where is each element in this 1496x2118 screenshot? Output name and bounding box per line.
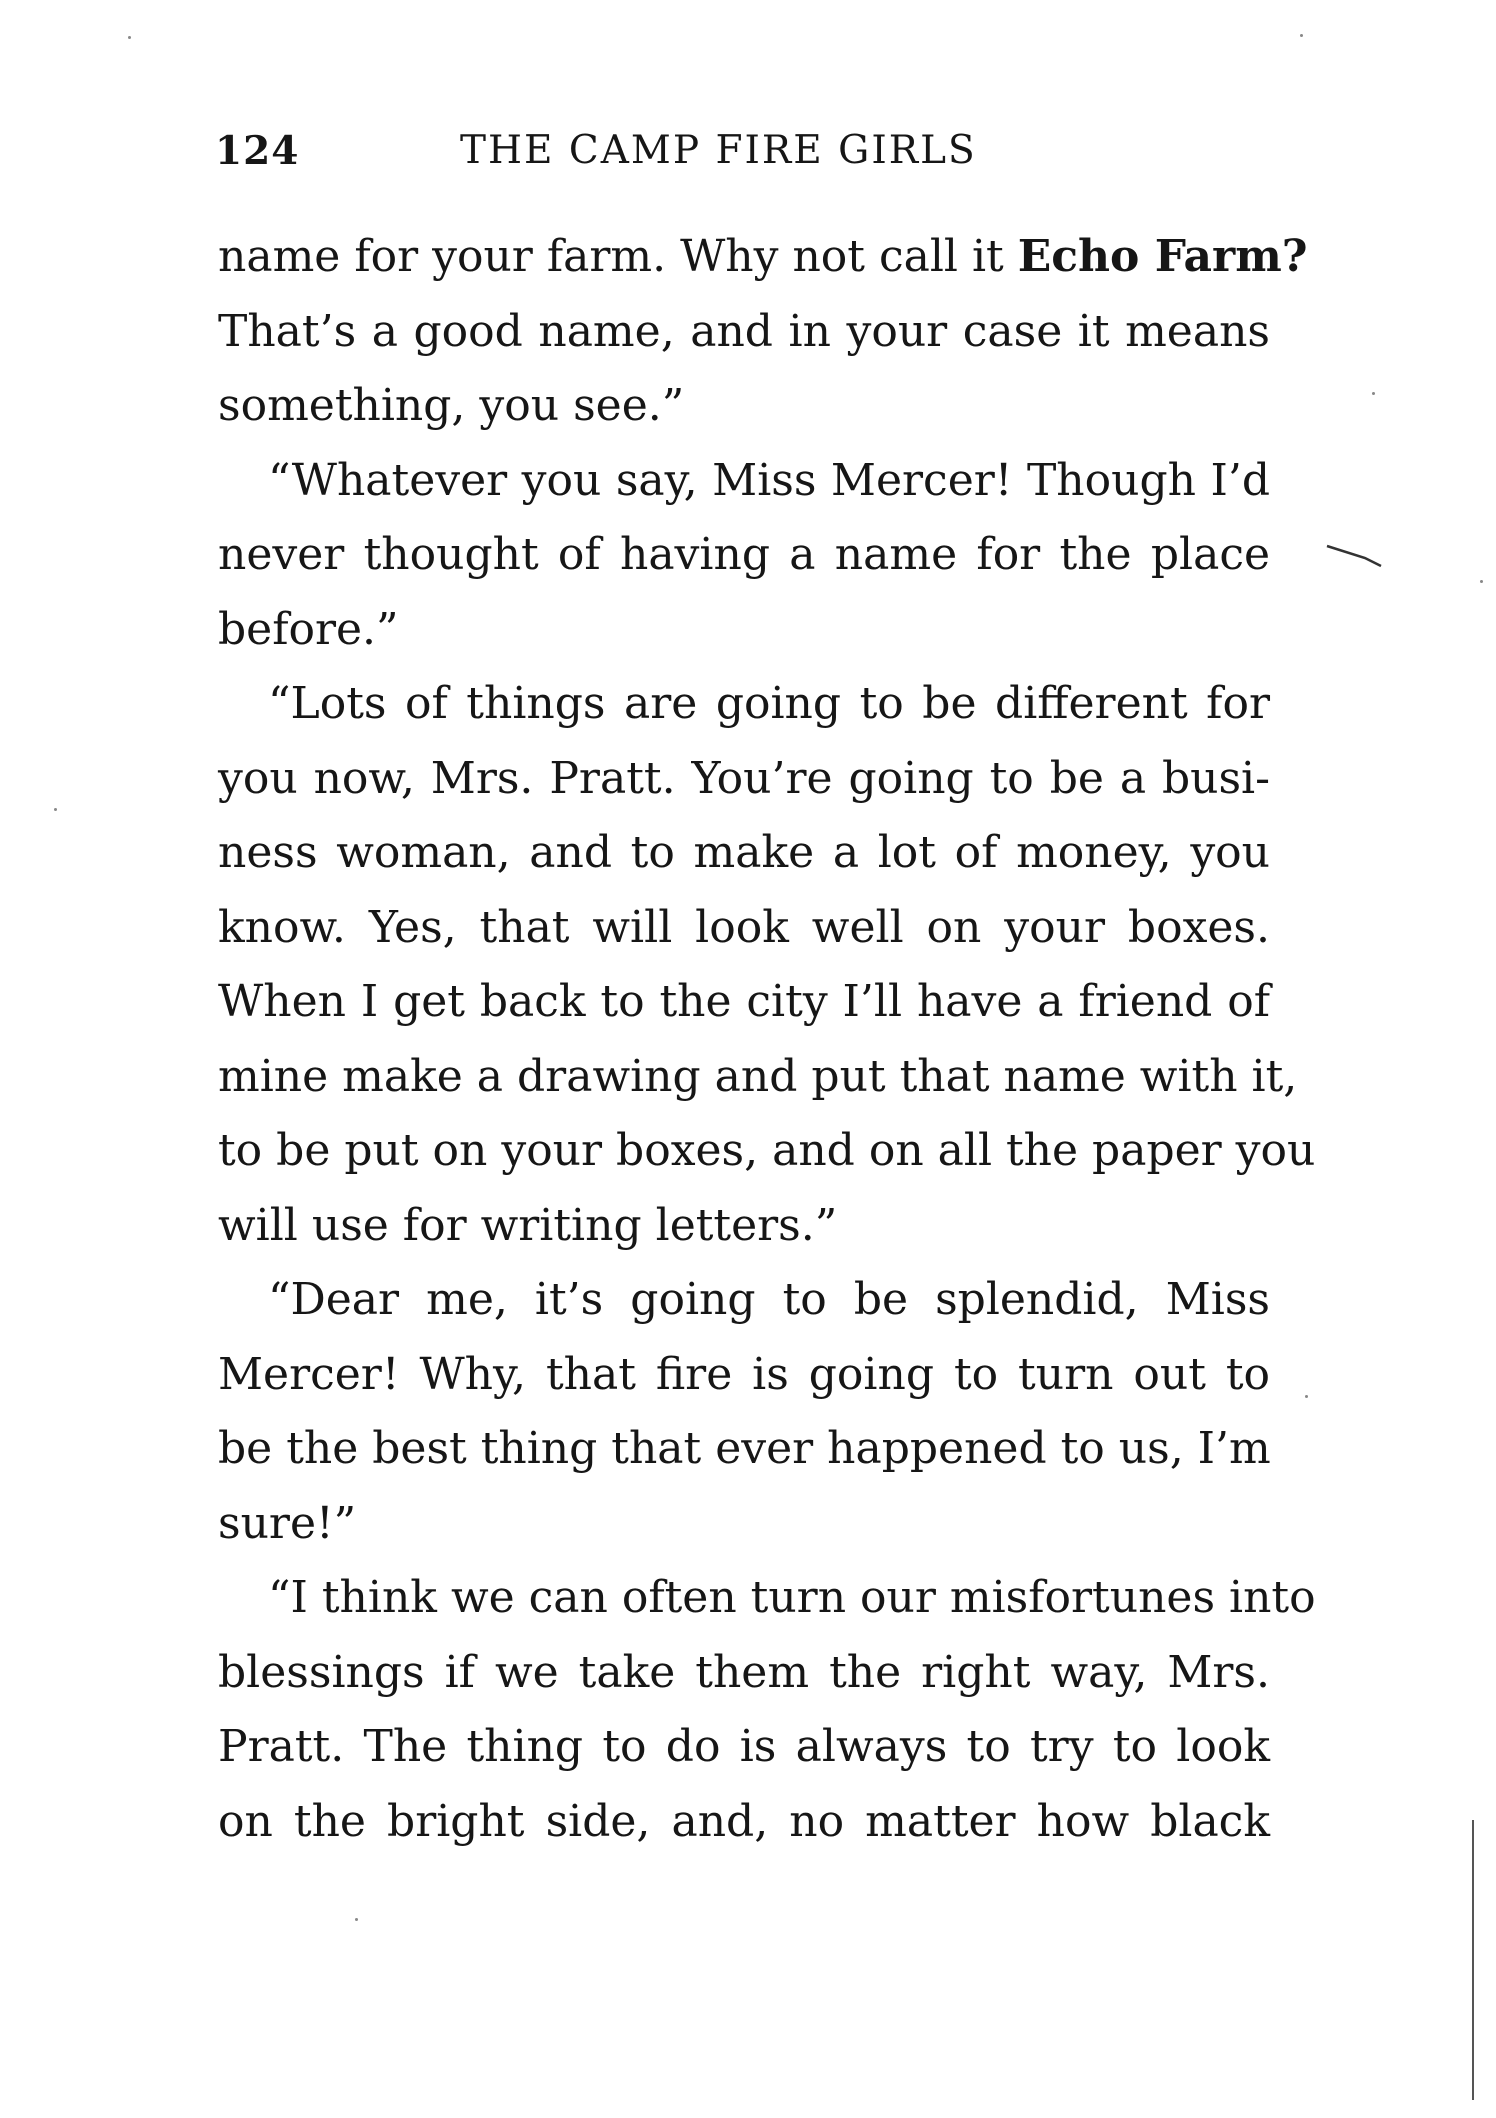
- text-line: “I think we can often turn our misfortunes into: [268, 1572, 1316, 1623]
- text-line: something, you see.”: [218, 380, 685, 431]
- text-line: Mercer! Why, that fire is going to turn out to: [218, 1348, 1270, 1400]
- edge-line: [1472, 1820, 1474, 2100]
- text-line: never thought of having a name for the place: [218, 529, 1270, 580]
- text-line: “Whatever you say, Miss Mercer! Though I’d: [268, 454, 1270, 506]
- body-text: [218, 220, 1316, 1859]
- scan-speck: [128, 36, 131, 39]
- text-line: That’s a good name, and in your case it means: [218, 305, 1270, 357]
- text-line: “Lots of things are going to be different for: [268, 678, 1270, 729]
- text-line: sure!”: [218, 1497, 357, 1549]
- text-fragment: name for your farm. Why not call it: [218, 231, 1018, 282]
- text-line: ness woman, and to make a lot of money, you: [218, 827, 1270, 878]
- text-line: mine make a drawing and put that name with it,: [218, 1050, 1298, 1102]
- scan-speck: [1300, 34, 1303, 37]
- running-title: THE CAMP FIRE GIRLS: [460, 128, 977, 173]
- page-header: [215, 128, 1265, 178]
- text-line: When I get back to the city I’ll have a friend of: [218, 976, 1270, 1027]
- text-line: blessings if we take them the right way, Mrs.: [218, 1646, 1270, 1698]
- page-number: 124: [215, 128, 300, 174]
- scan-speck: [54, 808, 57, 811]
- scan-speck: [1372, 392, 1375, 395]
- text-line: you now, Mrs. Pratt. You’re going to be a busi-: [218, 752, 1270, 804]
- scan-speck: [355, 1918, 358, 1921]
- text-line: before.”: [218, 603, 399, 655]
- text-line: know. Yes, that will look well on your boxes.: [218, 901, 1270, 953]
- text-line: Pratt. The thing to do is always to try to look: [218, 1721, 1270, 1772]
- text-line: be the best thing that ever happened to us, I’m: [218, 1423, 1271, 1474]
- text-line: on the bright side, and, no matter how black: [218, 1795, 1270, 1847]
- text-line: will use for writing letters.”: [218, 1199, 838, 1251]
- text-line: “Dear me, it’s going to be splendid, Miss: [268, 1274, 1270, 1325]
- farm-name-emphasis: Echo Farm?: [1017, 231, 1308, 282]
- text-line: to be put on your boxes, and on all the paper you: [218, 1125, 1316, 1176]
- text-line: [218, 220, 1308, 295]
- scan-speck: [1480, 580, 1483, 583]
- scan-speck: [1305, 1395, 1308, 1398]
- margin-pen-mark: [1325, 540, 1385, 570]
